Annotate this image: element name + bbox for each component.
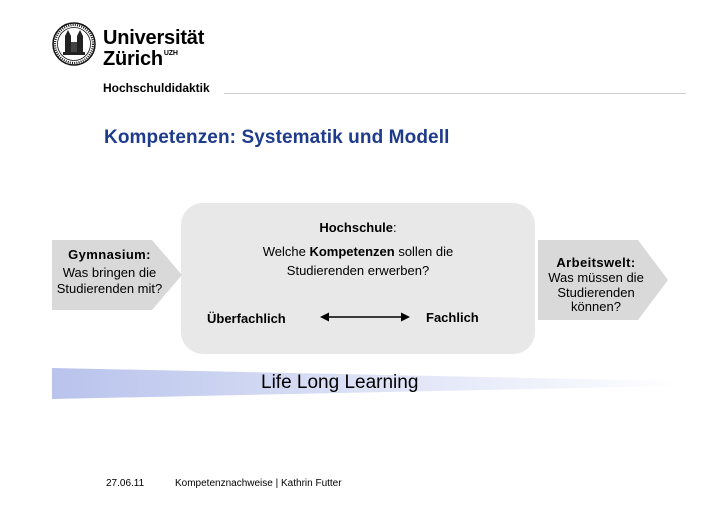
gymnasium-line2: Studierenden mit? <box>56 281 163 296</box>
university-name-line2-text: Zürich <box>103 48 163 70</box>
arbeitswelt-line1: Was müssen die <box>548 270 644 285</box>
hochschule-heading-suffix: : <box>393 220 397 235</box>
question-line2: Studierenden erwerben? <box>286 263 430 278</box>
fachlich-label: Fachlich <box>426 310 479 325</box>
department-name: Hochschuldidaktik <box>103 81 210 95</box>
question-bold: Kompetenzen <box>309 244 395 259</box>
page-title: Kompetenzen: Systematik und Modell <box>104 127 450 148</box>
hochschule-heading <box>181 220 535 236</box>
university-name-line2 <box>103 48 178 71</box>
arbeitswelt-line3: können? <box>571 299 621 314</box>
question-prefix: Welche <box>262 244 310 259</box>
gymnasium-line1: Was bringen die <box>62 265 157 280</box>
arbeitswelt-heading: Arbeitswelt: <box>556 255 636 270</box>
university-name-line1: Universität <box>103 27 205 49</box>
arbeitswelt-line2: Studierenden <box>557 285 635 300</box>
double-headed-arrow-icon <box>320 310 410 324</box>
ueberfachlich-label: Überfachlich <box>207 311 286 326</box>
university-mark: UZH <box>163 50 178 57</box>
life-long-learning-label: Life Long Learning <box>261 372 419 393</box>
question-suffix: sollen die <box>394 244 454 259</box>
footer-date: 27.06.11 <box>106 478 145 489</box>
university-seal-icon <box>52 22 96 66</box>
hochschule-question <box>240 242 476 280</box>
header-divider <box>224 93 686 94</box>
footer-info: Kompetenznachweise | Kathrin Futter <box>175 478 342 489</box>
gymnasium-heading: Gymnasium: <box>68 247 151 262</box>
hochschule-heading-bold: Hochschule <box>319 220 394 235</box>
